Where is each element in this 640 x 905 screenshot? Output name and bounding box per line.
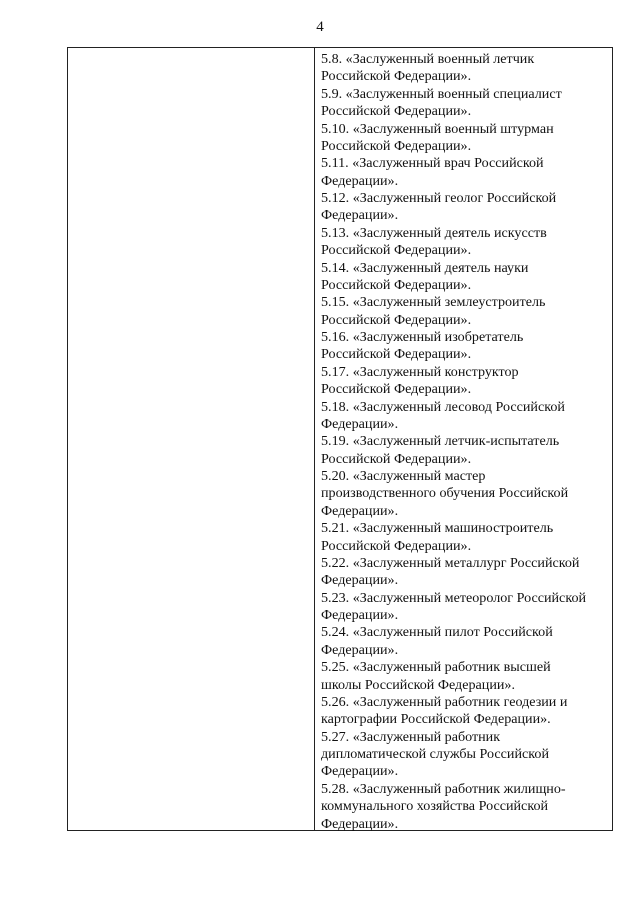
list-item: 5.11. «Заслуженный врач Российской Федерации».: [321, 155, 544, 189]
list-item: 5.10. «Заслуженный военный штурман Российской Федерации».: [321, 120, 554, 154]
list-item: 5.22. «Заслуженный металлург Российской Федерации».: [321, 554, 580, 589]
table-left-column: [68, 48, 315, 830]
list-item: 5.12. «Заслуженный геолог Российской Федерации».: [321, 190, 557, 224]
list-item: 5.26. «Заслуженный работник геодезии и картографии Российской Федерации».: [321, 693, 568, 728]
list-item: 5.14. «Заслуженный деятель науки Российской Федерации».: [321, 259, 529, 293]
list-item: 5.18. «Заслуженный лесовод Российской Федерации».: [321, 398, 565, 432]
list-item: 5.21. «Заслуженный машиностроитель Российской Федерации».: [321, 520, 554, 554]
list-item: 5.13. «Заслуженный деятель искусств Российской Федерации».: [321, 224, 547, 259]
list-item: 5.16. «Заслуженный изобретатель Российской Федерации».: [321, 329, 524, 363]
list-item: 5.9. «Заслуженный военный специалист Российской Федерации».: [321, 85, 562, 120]
list-item: 5.15. «Заслуженный землеустроитель Российской Федерации».: [321, 294, 546, 328]
list-item: 5.19. «Заслуженный летчик-испытатель Российской Федерации».: [321, 433, 560, 467]
list-item: 5.25. «Заслуженный работник высшей школы Российской Федерации».: [321, 659, 551, 693]
table-right-column: [315, 48, 612, 830]
document-table: [67, 47, 613, 831]
list-item: 5.8. «Заслуженный военный летчик Российской Федерации».: [321, 51, 535, 85]
list-item: 5.20. «Заслуженный мастер производственного обучения Российской Федерации».: [321, 468, 569, 519]
list-item: 5.27. «Заслуженный работник дипломатической службы Российской Федерации».: [321, 728, 549, 780]
list-item: 5.17. «Заслуженный конструктор Российской Федерации».: [321, 363, 519, 398]
list-item: 5.28. «Заслуженный работник жилищно- коммунального хозяйства Российской Федерации».: [321, 780, 566, 832]
list-item: 5.24. «Заслуженный пилот Российской Федерации».: [321, 624, 553, 658]
list-item: 5.23. «Заслуженный метеоролог Российской Федерации».: [321, 589, 587, 623]
page-number: 4: [316, 19, 324, 35]
